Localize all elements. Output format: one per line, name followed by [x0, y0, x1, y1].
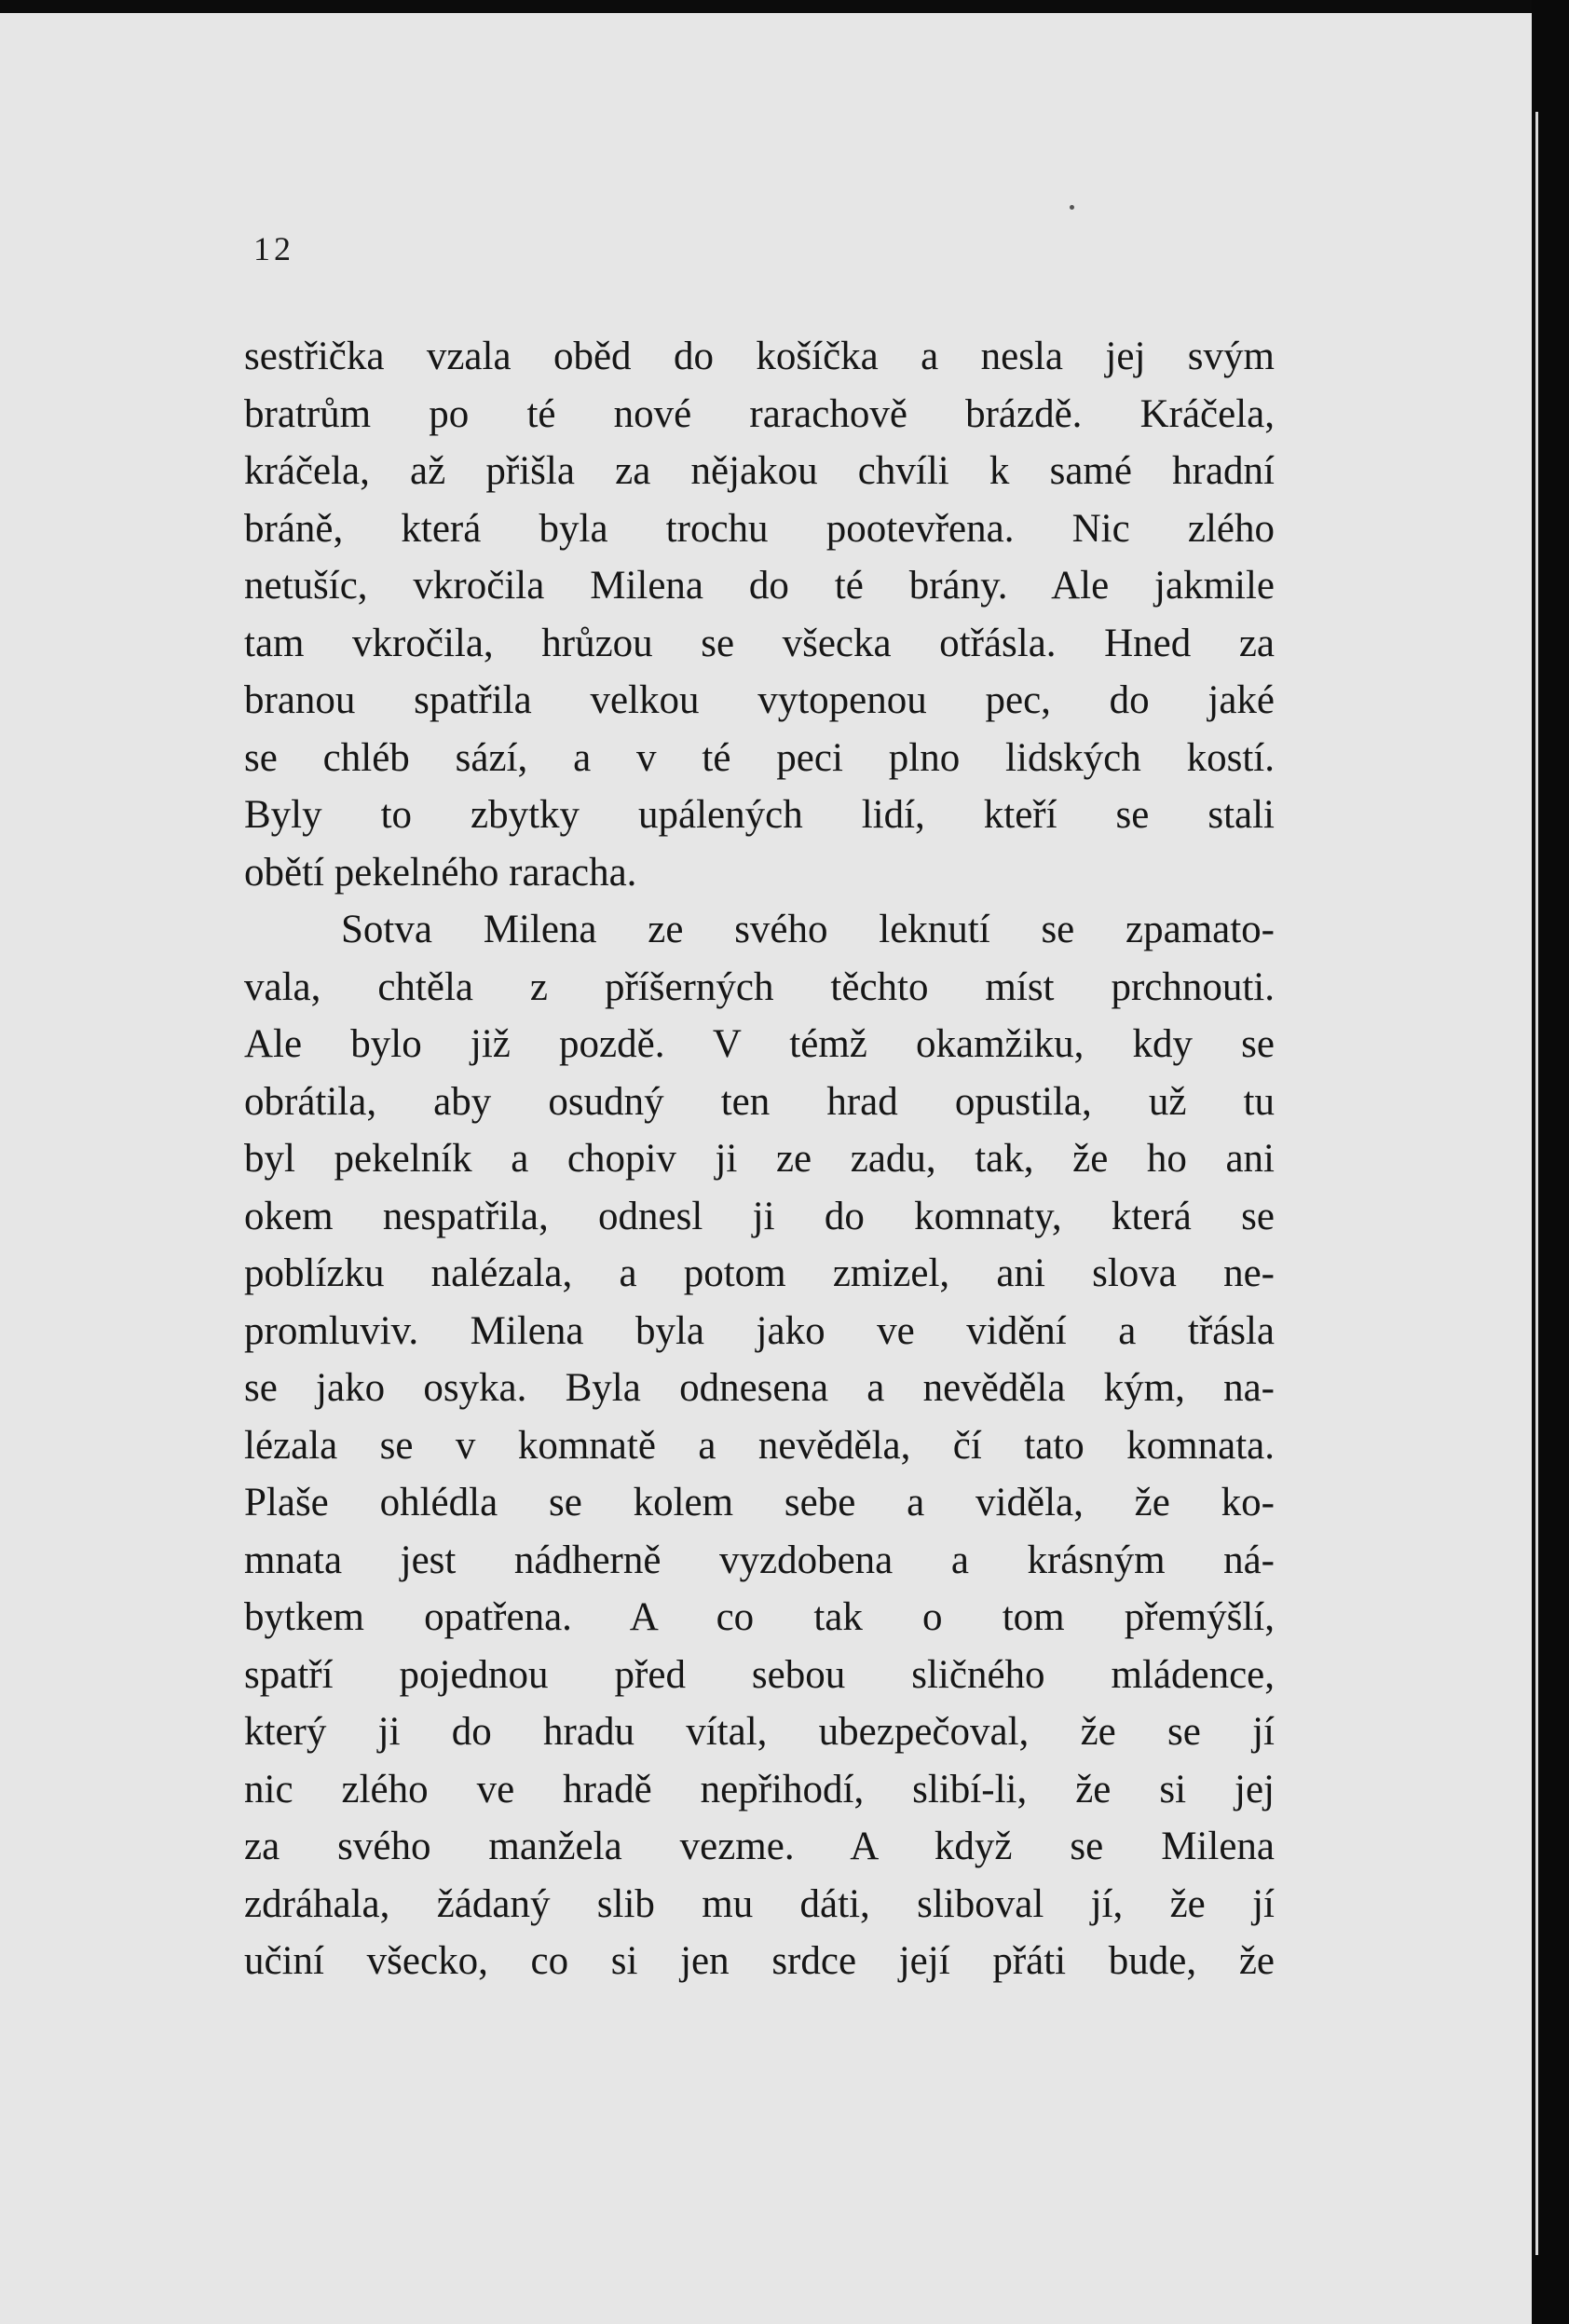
paragraph-1: [244, 328, 1275, 901]
text-line: Plaše ohlédla se kolem sebe a viděla, že ko-: [244, 1481, 1275, 1524]
print-speck: [1070, 205, 1074, 210]
text-line: okem nespatřila, odnesl ji do komnaty, která se: [244, 1194, 1275, 1238]
text-line: tam vkročila, hrůzou se všecka otřásla. Hned za: [244, 621, 1275, 665]
text-line: Sotva Milena ze svého leknutí se zpamato-: [341, 908, 1275, 951]
text-line: Byly to zbytky upálených lidí, kteří se stali: [244, 793, 1275, 837]
text-line: poblízku nalézala, a potom zmizel, ani slova ne-: [244, 1251, 1275, 1295]
text-line: vala, chtěla z příšerných těchto míst prchnouti.: [244, 964, 1275, 1009]
text-line: branou spatřila velkou vytopenou pec, do jaké: [244, 678, 1275, 722]
text-line: mnata jest nádherně vyzdobena a krásným ná-: [244, 1538, 1275, 1582]
text-line: který ji do hradu vítal, ubezpečoval, že se jí: [244, 1710, 1275, 1754]
text-line: byl pekelník a chopiv ji ze zadu, tak, že ho ani: [244, 1137, 1275, 1181]
text-line: obrátila, aby osudný ten hrad opustila, už tu: [244, 1079, 1275, 1124]
text-line: promluviv. Milena byla jako ve vidění a třásla: [244, 1308, 1275, 1353]
text-line: za svého manžela vezme. A když se Milena: [244, 1825, 1275, 1868]
scan-edge-line: [1535, 112, 1538, 2255]
paragraph-2: [244, 901, 1275, 1990]
text-line: lézala se v komnatě a nevěděla, čí tato komnata.: [244, 1423, 1275, 1468]
text-line: se jako osyka. Byla odnesena a nevěděla kým, na-: [244, 1366, 1275, 1410]
text-line: kráčela, až přišla za nějakou chvíli k samé hradní: [244, 449, 1275, 493]
text-line: bytkem opatřena. A co tak o tom přemýšlí,: [244, 1595, 1275, 1639]
body-text: [244, 328, 1275, 1990]
text-line: bráně, která byla trochu pootevřena. Nic zlého: [244, 506, 1275, 551]
page-number: 12: [253, 230, 294, 267]
text-line: obětí pekelného raracha.: [244, 850, 637, 895]
text-line: netušíc, vkročila Milena do té brány. Ale jakmile: [244, 564, 1275, 608]
text-line: zdráhala, žádaný slib mu dáti, sliboval jí, že jí: [244, 1881, 1275, 1926]
text-line: Ale bylo již pozdě. V témž okamžiku, kdy se: [244, 1022, 1275, 1066]
text-line: se chléb sází, a v té peci plno lidských kostí.: [244, 735, 1275, 780]
text-line: bratrům po té nové rarachově brázdě. Kráčela,: [244, 391, 1275, 436]
text-line: sestřička vzala oběd do košíčka a nesla jej svým: [244, 335, 1275, 378]
text-line: nic zlého ve hradě nepřihodí, slibí-li, že si jej: [244, 1767, 1275, 1811]
text-line: učiní všecko, co si jen srdce její přáti bude, že: [244, 1939, 1275, 1983]
book-page: [0, 13, 1532, 2324]
text-line: spatří pojednou před sebou sličného mládence,: [244, 1652, 1275, 1697]
